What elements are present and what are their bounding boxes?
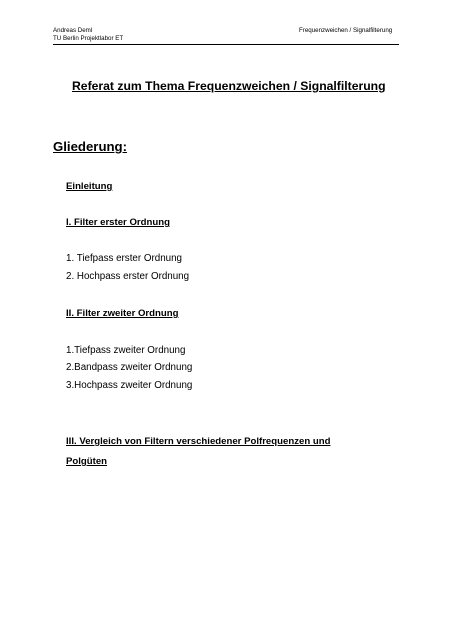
section-1-item-1: 1. Tiefpass erster Ordnung xyxy=(66,253,182,264)
header-institution: TU Berlin Projektlabor ET xyxy=(53,35,124,42)
document-title: Referat zum Thema Frequenzweichen / Signalfilterung xyxy=(72,79,386,93)
section-1-title: I. Filter erster Ordnung xyxy=(66,217,170,228)
section-3-title-line-1: III. Vergleich von Filtern verschiedener Polfrequenzen und xyxy=(66,436,331,447)
outline-heading: Gliederung: xyxy=(53,139,127,154)
section-3-title-line-2: Polgüten xyxy=(66,456,108,467)
section-2-item-2: 2.Bandpass zweiter Ordnung xyxy=(66,362,193,373)
section-2-title: II. Filter zweiter Ordnung xyxy=(66,308,179,319)
header-author: Andreas Deml xyxy=(53,27,93,34)
header-rule xyxy=(53,44,399,45)
header-topic: Frequenzweichen / Signalfilterung xyxy=(299,27,393,34)
section-1-item-2: 2. Hochpass erster Ordnung xyxy=(66,271,190,282)
outline-intro: Einleitung xyxy=(66,181,113,192)
section-2-item-3: 3.Hochpass zweiter Ordnung xyxy=(66,380,193,391)
section-2-item-1: 1.Tiefpass zweiter Ordnung xyxy=(66,345,186,356)
